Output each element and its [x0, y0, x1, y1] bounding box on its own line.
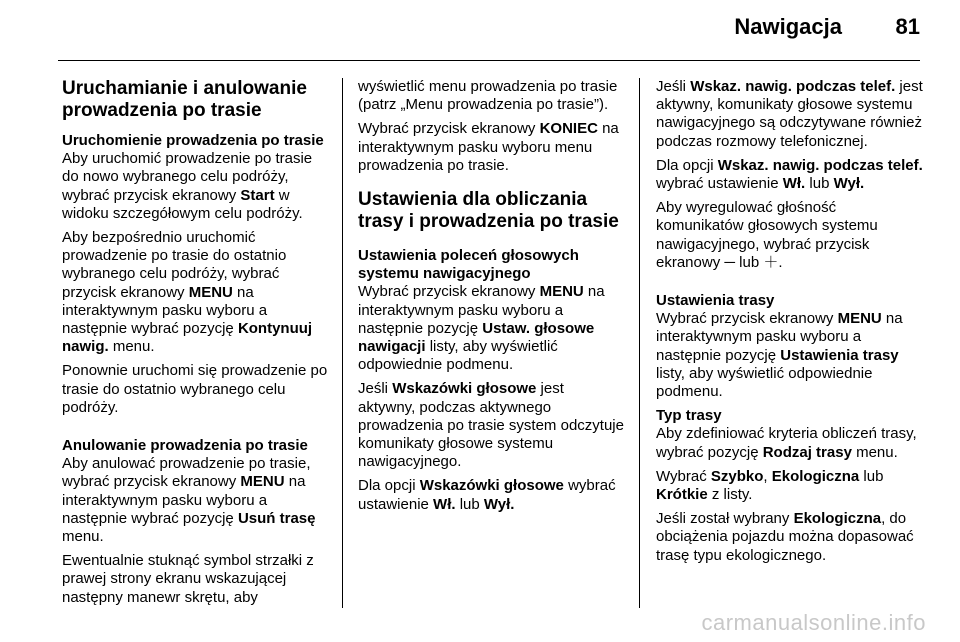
subheading-route-type: Typ trasy	[656, 407, 722, 425]
header-divider	[58, 60, 920, 61]
subheading-start-guidance: Uruchomienie prowadzenia po trasie	[62, 132, 324, 149]
subheading-cancel-guidance: Anulowanie prowadzenia po trasie	[62, 437, 308, 455]
heading-start-cancel: Uruchamianie i anulowanie prowadzenia po trasie	[62, 78, 307, 121]
paragraph: Jeśli Wskazówki głosowe jest aktywny, podczas aktywnego prowadzenia po trasie system odczytuje komunikaty głosowe systemu nawigacyjnego.	[358, 380, 624, 471]
column-1	[62, 78, 330, 613]
paragraph: Aby wyregulować głośność komunikatów głosowych systemu nawigacyjnego, wybrać przycisk ekranowy ─ lub ＋.	[656, 199, 878, 271]
column-3	[656, 78, 926, 571]
paragraph: Aby bezpośrednio uruchomić prowadzenie po trasie do ostatnio wybranego celu podróży, wybrać przycisk ekranowy MENU na interaktywnym pasku wyboru a następnie wybrać pozycję Kontynuuj nawig. menu.	[62, 229, 313, 356]
paragraph: Aby anulować prowadzenie po trasie, wybrać przycisk ekranowy MENU na interaktywnym pasku wyboru a następnie wybrać pozycję Usuń trasę menu.	[62, 455, 316, 546]
paragraph: Wybrać przycisk ekranowy MENU na interaktywnym pasku wyboru a następnie pozycję Ustawienia trasy listy, aby wyświetlić odpowiednie podmenu.	[656, 310, 903, 401]
subheading-voice-settings: Ustawienia poleceń głosowych systemu nawigacyjnego	[358, 247, 579, 283]
paragraph: Wybrać przycisk ekranowy MENU na interaktywnym pasku wyboru a następnie pozycję Ustaw. głosowe nawigacji listy, aby wyświetlić odpowiednie podmenu.	[358, 283, 605, 374]
page-number: 81	[895, 14, 920, 39]
paragraph: Ponownie uruchomi się prowadzenie po trasie do ostatnio wybranego celu podróży.	[62, 362, 328, 416]
column-divider-2	[639, 78, 640, 608]
paragraph: Jeśli został wybrany Ekologiczna, do obciążenia pojazdu można dopasować trasę typu ekologicznego.	[656, 510, 914, 564]
subheading-route-settings: Ustawienia trasy	[656, 292, 775, 310]
paragraph: Aby uruchomić prowadzenie po trasie do nowo wybranego celu podróży, wybrać przycisk ekranowy Start w widoku szczegółowym celu podróży.	[62, 150, 313, 222]
paragraph: Ewentualnie stuknąć symbol strzałki z prawej strony ekranu wskazującej następny manewr skrętu, aby	[62, 552, 314, 606]
section-title: Nawigacja	[734, 14, 842, 39]
paragraph: Aby zdefiniować kryteria obliczeń trasy, wybrać pozycję Rodzaj trasy menu.	[656, 425, 917, 461]
paragraph: Dla opcji Wskazówki głosowe wybrać ustawienie Wł. lub Wył.	[358, 477, 616, 513]
column-divider-1	[342, 78, 343, 608]
page-header	[0, 0, 960, 62]
paragraph: Jeśli Wskaz. nawig. podczas telef. jest aktywny, komunikaty głosowe systemu nawigacyjnego są odczytywane również podczas rozmowy telefonicznej.	[656, 78, 923, 150]
watermark: carmanualsonline.info	[701, 610, 926, 635]
heading-route-settings: Ustawienia dla obliczania trasy i prowadzenia po trasie	[358, 189, 619, 233]
paragraph: Wybrać przycisk ekranowy KONIEC na interaktywnym pasku wyboru menu prowadzenia po trasie.	[358, 120, 619, 174]
column-2	[358, 78, 624, 520]
paragraph: wyświetlić menu prowadzenia po trasie (patrz „Menu prowadzenia po trasie”).	[358, 78, 618, 114]
paragraph: Dla opcji Wskaz. nawig. podczas telef. wybrać ustawienie Wł. lub Wył.	[656, 156, 923, 193]
paragraph: Wybrać Szybko, Ekologiczna lub Krótkie z listy.	[656, 467, 884, 504]
